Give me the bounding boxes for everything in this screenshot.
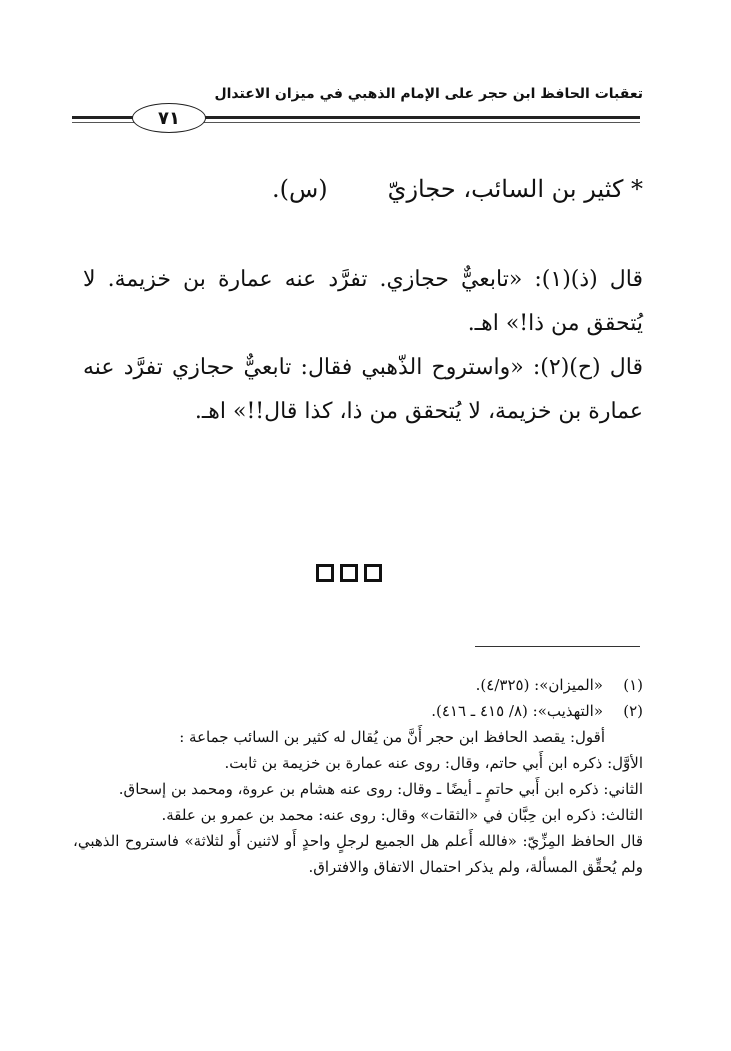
footnote-1 — [73, 672, 643, 698]
footnote-number: (١) — [623, 676, 643, 694]
footnote-comment-second: الثاني: ذكره ابن أَبي حاتمٍ ـ أيضًا ـ وقال: روى عنه هشام بن عروة، ومحمد بن إسحاق. — [118, 780, 643, 798]
footnote-text: «التهذيب»: (٨/ ٤١٥ ـ ٤١٦). — [431, 702, 603, 720]
footnote-2 — [73, 698, 643, 724]
footnote-comment-first: الأوَّل: ذكره ابن أَبي حاتم، وقال: روى عنه عمارة بن خزيمة بن ثابت. — [224, 754, 643, 772]
paragraph-ibn-hajar: قال (ح)(٢): «واستروح الذّهبي فقال: تابعيٌّ حجازي تفرَّد عنه عمارة بن خزيمة، لا يُتحقق من ذا، كذا قال!!» اهـ. — [83, 355, 643, 424]
entry-heading — [173, 175, 643, 203]
separator-square-icon — [364, 564, 382, 582]
entry-name: * كثير بن السائب، حجازيّ — [387, 175, 643, 203]
paragraph-dhahabi: قال (ذ)(١): «تابعيٌّ حجازي. تفرَّد عنه عمارة بن خزيمة. لا يُتحقق من ذا!» اهـ. — [83, 267, 643, 336]
footnote-comment-intro: أقول: يقصد الحافظ ابن حجر أَنَّ من يُقال له كثير بن السائب جماعة : — [179, 728, 605, 746]
footnote-comment-mizzi: قال الحافظ المِزِّيّ: «فالله أَعلم هل الجميع لرجلٍ واحدٍ أَو لاثنين أَو لثلاثة» فاستروح الذهبي، ولم يُحقِّق المسألة، ولم يذكر احتمال الاتفاق والافتراق. — [73, 832, 643, 876]
page-number-badge: ٧١ — [132, 103, 206, 133]
footnote-number: (٢) — [623, 702, 643, 720]
footnote-text: «الميزان»: (٤/٣٢٥). — [475, 676, 603, 694]
entry-code: (س). — [272, 175, 328, 203]
running-header-title: تعقبات الحافظ ابن حجر على الإمام الذهبي في ميزان الاعتدال — [214, 86, 643, 102]
footnote-rule — [475, 646, 640, 647]
footnotes — [73, 672, 643, 880]
separator-square-icon — [316, 564, 334, 582]
separator-square-icon — [340, 564, 358, 582]
footnote-comment-third: الثالث: ذكره ابن حِبَّان في «الثقات» وقال: روى عنه: محمد بن عمرو بن علقة. — [161, 806, 643, 824]
section-separator — [316, 564, 382, 582]
